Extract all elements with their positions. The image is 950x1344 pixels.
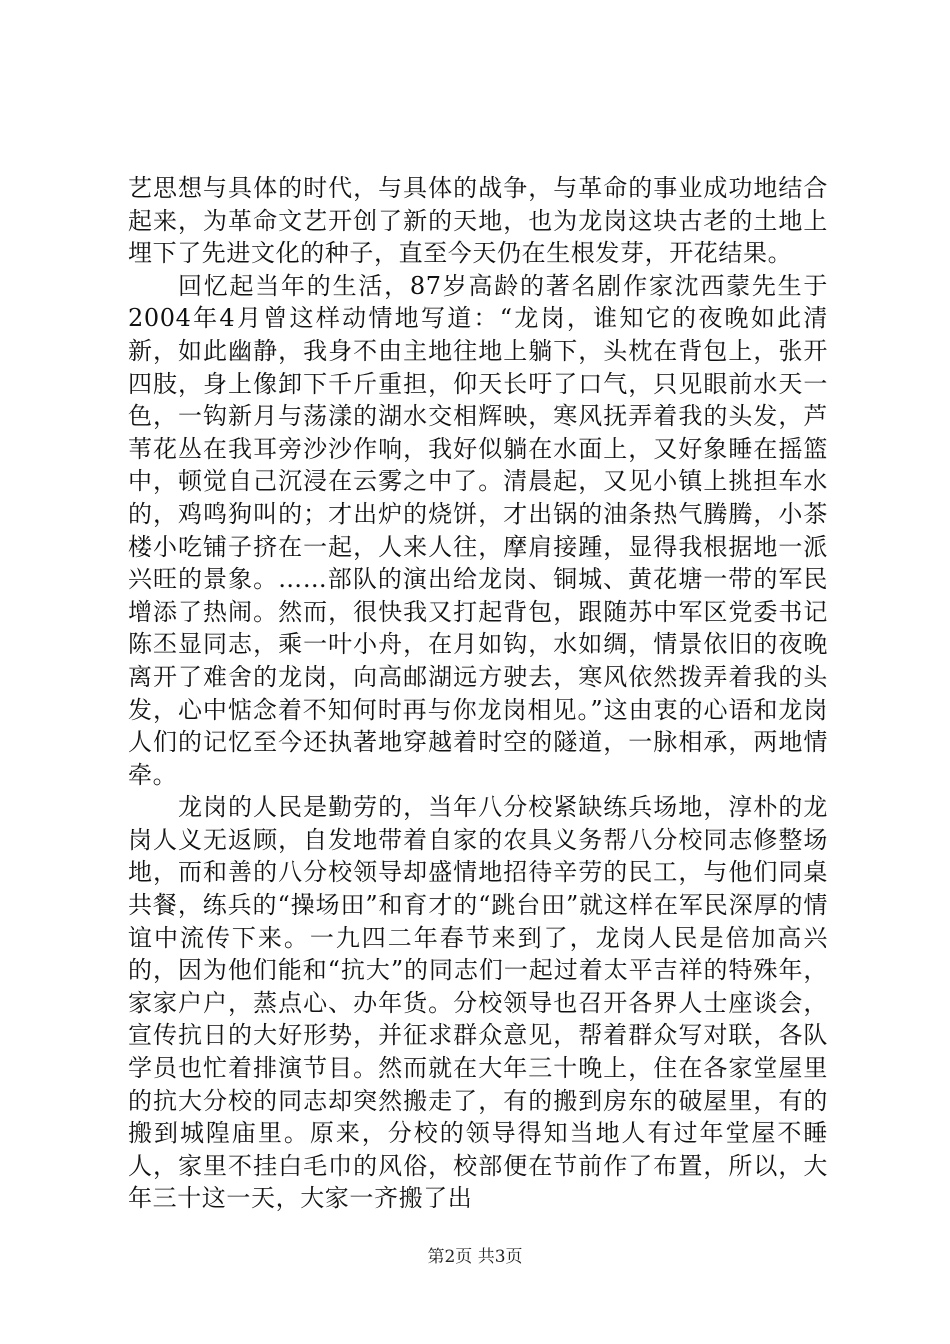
paragraph-3: 龙岗的人民是勤劳的，当年八分校紧缺练兵场地，淳朴的龙岗人义无返顾，自发地带着自家的农具义务帮八分校同志修整场地，而和善的八分校领导却盛情地招待辛劳的民工，与他们同桌共餐，练兵的“操场田”和育才的“跳台田”就这样在军民深厚的情谊中流传下来。一九四二年春节来到了，龙岗人民是倍加高兴的，因为他们能和“抗大”的同志们一起过着太平吉祥的特殊年，家家户户，蒸点心、办年货。分校领导也召开各界人士座谈会，宣传抗日的大好形势，并征求群众意见，帮着群众写对联，各队学员也忙着排演节目。然而就在大年三十晚上，住在各家堂屋里的抗大分校的同志却突然搬走了，有的搬到房东的破屋里，有的搬到城隍庙里。原来，分校的领导得知当地人有过年堂屋不睡人，家里不挂白毛巾的风俗，校部便在节前作了布置，所以，大年三十这一天，大家一齐搬了出	[128, 793, 828, 1213]
body-text	[128, 172, 828, 1215]
page-footer: 第2页 共3页	[427, 1247, 523, 1267]
paragraph-1: 艺思想与具体的时代，与具体的战争，与革命的事业成功地结合起来，为革命文艺开创了新的天地，也为龙岗这块古老的土地上埋下了先进文化的种子，直至今天仍在生根发芽，开花结果。	[128, 174, 828, 268]
paragraph-2: 回忆起当年的生活，87岁高龄的著名剧作家沈西蒙先生于2004年4月曾这样动情地写道：“龙岗，谁知它的夜晚如此清新，如此幽静，我身不由主地往地上躺下，头枕在背包上，张开四肢，身上像卸下千斤重担，仰天长吁了口气，只见眼前水天一色，一钩新月与荡漾的湖水交相辉映，寒风抚弄着我的头发，芦苇花丛在我耳旁沙沙作响，我好似躺在水面上，又好象睡在摇篮中，顿觉自己沉浸在云雾之中了。清晨起，又见小镇上挑担车水的，鸡鸣狗叫的；才出炉的烧饼，才出锅的油条热气腾腾，小茶楼小吃铺子挤在一起，人来人往，摩肩接踵，显得我根据地一派兴旺的景象。……部队的演出给龙岗、铜城、黄花塘一带的军民增添了热闹。然而，很快我又打起背包，跟随苏中军区党委书记陈丕显同志，乘一叶小舟，在月如钩，水如绸，情景依旧的夜晚离开了难舍的龙岗，向高邮湖远方驶去，寒风依然拨弄着我的头发，心中惦念着不知何时再与你龙岗相见。”这由衷的心语和龙岗人们的记忆至今还执著地穿越着时空的隧道，一脉相承，两地情牵。	[128, 271, 828, 789]
